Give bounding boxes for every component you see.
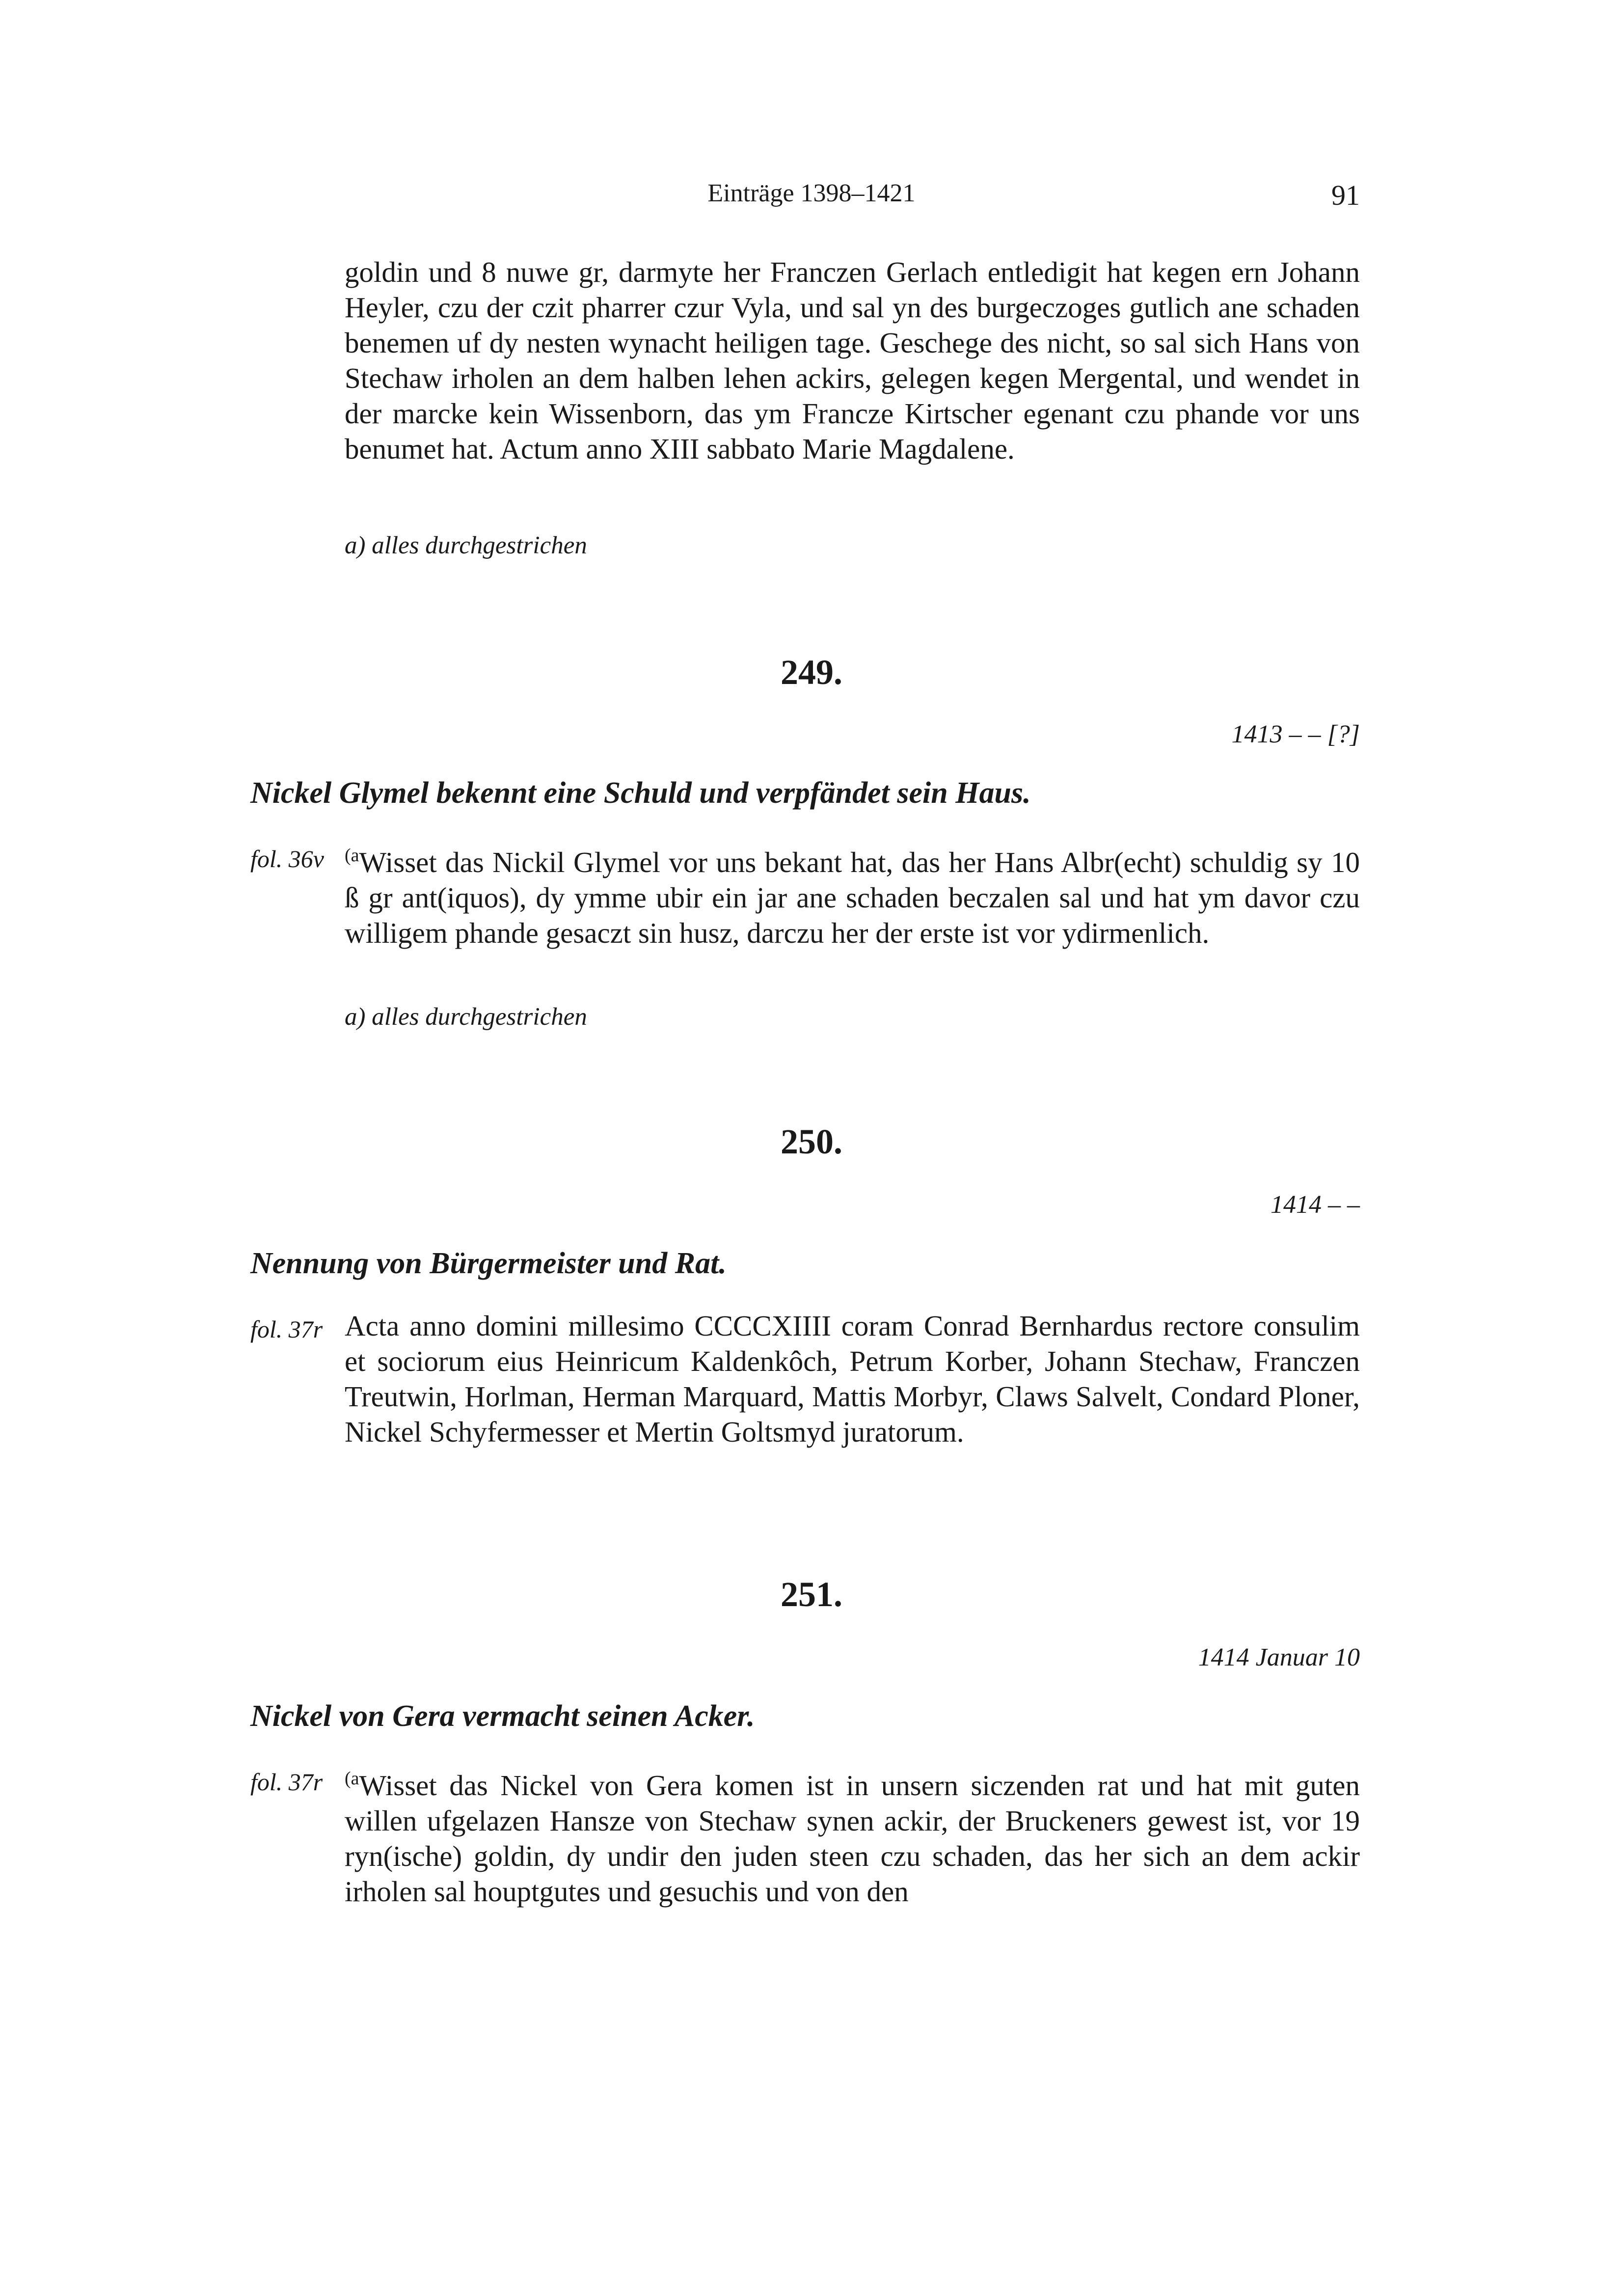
entry-text: Acta anno domini millesimo CCCCXIIII coram Conrad Bernhardus rectore consulim et sociorum eius Heinricum Kaldenkôch, Petrum Korber, Johann Stechaw, Franczen Treutwin, Horlman, Herman Marquard, Mattis Morbyr, Claws Salvelt, Condard Ploner, Nickel Schyfermesser et Mertin Goltsmyd juratorum. — [345, 1310, 1360, 1448]
page-number: 91 — [1331, 179, 1360, 211]
folio-reference: fol. 37r — [250, 1315, 323, 1343]
entry-number: 250. — [781, 1122, 842, 1161]
entry-date: 1414 Januar 10 — [1198, 1643, 1360, 1671]
entry-title: Nickel Glymel bekennt eine Schuld und verpfändet sein Haus. — [250, 776, 1031, 810]
entry-date: 1414 – – — [1271, 1191, 1360, 1219]
entry-date: 1413 – – [?] — [1231, 720, 1360, 748]
folio-reference: fol. 37r — [250, 1768, 323, 1796]
entry-number: 251. — [781, 1575, 842, 1614]
entry-text-body: Wisset das Nickil Glymel vor uns bekant hat, das her Hans Albr(echt) schuldig sy 10 ß gr ant(iquos), dy ymme ubir ein jar ane schaden beczalen sal und hat ym davor czu willigem phande gesaczt sin husz, darczu her der erste ist vor ydirmenlich. — [345, 846, 1360, 949]
entry-footnote: a) alles durchgestrichen — [345, 1003, 587, 1031]
folio-reference: fol. 36v — [250, 845, 324, 873]
entry-text-body: Wisset das Nickel von Gera komen ist in unsern siczenden rat und hat mit guten willen ufgelazen Hansze von Stechaw synen ackir, der Bruckeners gewest ist, vor 19 ryn(ische) goldin, dy undir den juden steen czu schaden, das her sich an dem ackir irholen sal houptgutes und gesuchis und von den — [345, 1769, 1360, 1908]
continuation-text: goldin und 8 nuwe gr, darmyte her Franczen Gerlach entledigit hat kegen ern Johann Heyler, czu der czit pharrer czur Vyla, und sal yn des burgeczoges gutlich ane schaden benemen uf dy nesten wynacht heiligen tage. Geschege des nicht, so sal sich Hans von Stechaw irholen an dem halben lehen ackirs, gelegen kegen Mergental, und wendet in der marcke kein Wissenborn, das ym Francze Kirtscher egenant czu phande vor uns benumet hat. Actum anno XIII sabbato Marie Magdalene. — [345, 256, 1360, 465]
entry-title: Nickel von Gera vermacht seinen Acker. — [250, 1699, 755, 1733]
entry-number: 249. — [781, 653, 842, 692]
entry-text — [345, 838, 1360, 951]
footnote-mark: (a — [345, 1768, 359, 1789]
entry-text — [345, 1761, 1360, 1909]
entry-title: Nennung von Bürgermeister und Rat. — [250, 1247, 727, 1280]
footnote-mark: (a — [345, 845, 359, 866]
running-title: Einträge 1398–1421 — [707, 179, 916, 207]
continuation-footnote: a) alles durchgestrichen — [345, 532, 587, 559]
